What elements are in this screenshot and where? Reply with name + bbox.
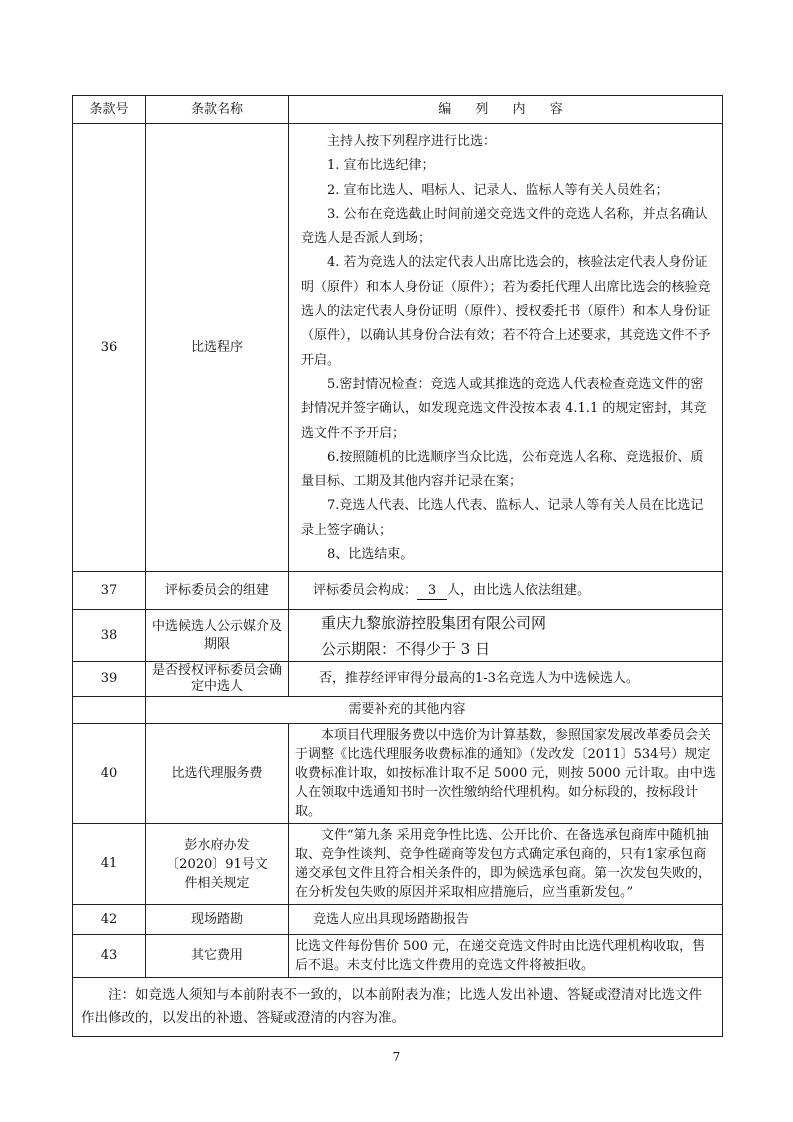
- clause-name: 中选候选人公示媒介及期限: [146, 610, 289, 662]
- table-row-supplement: [73, 697, 723, 724]
- table-row-38: [73, 610, 723, 662]
- fee-text: 本项目代理服务费以中选价为计算基数，参照国家发展改革委员会关于调整《比选代理服务收费标准的通知》（发改发〔2011〕534号）规定收费标准计取，如按标准计取不足 5000 元，则按 5000 元计取。由中选人在领取中选通知书时一次性缴纳给代理机构。如分标段的，按标段计取。: [295, 728, 716, 820]
- procedure-line: 7.竞选人代表、比选人代表、监标人、记录人等有关人员在比选记录上签字确认；: [301, 498, 704, 538]
- clause-number: 39: [73, 662, 146, 697]
- procedure-line: 主持人按下列程序进行比选：: [327, 134, 497, 149]
- table-row-41: [73, 824, 723, 905]
- table-row-36: [73, 124, 723, 572]
- clause-number: 36: [73, 124, 146, 572]
- procedure-line: 3. 公布在竞选截止时间前递交竞选文件的竞选人名称，并点名确认竞选人是否派人到场；: [301, 206, 708, 247]
- clause-number: 38: [73, 610, 146, 662]
- committee-count: 3: [417, 583, 447, 600]
- clause-number: 43: [73, 935, 146, 978]
- procedure-line: 1. 宣布比选纪律；: [327, 158, 435, 174]
- clause-name: 彭水府办发〔2020〕91号文件相关规定: [146, 824, 289, 905]
- clause-content: [289, 572, 723, 610]
- publicity-media: 重庆九黎旅游控股集团有限公司网: [321, 613, 547, 632]
- committee-suffix: 人，由比选人依法组建。: [447, 582, 591, 598]
- clause-number: 40: [73, 724, 146, 824]
- table-row-39: [73, 662, 723, 697]
- page-number: 7: [392, 1050, 401, 1064]
- clause-content: 竞选人应出具现场踏勘报告: [289, 905, 723, 935]
- clause-name: 比选代理服务费: [146, 724, 289, 824]
- clause-name: 评标委员会的组建: [146, 572, 289, 610]
- clause-name: 是否授权评标委员会确定中选人: [146, 662, 289, 697]
- clause-content: [289, 724, 723, 824]
- procedure-line: 5.密封情况检查：竞选人或其推选的竞选人代表检查竞选文件的密封情况并签字确认，如发现竞选文件没按本表 4.1.1 的规定密封，其竞选文件不予开启；: [301, 376, 707, 441]
- supplement-heading: 需要补充的其他内容: [146, 697, 723, 724]
- clause-name: 比选程序: [146, 124, 289, 572]
- procedure-line: 4. 若为竞选人的法定代表人出席比选会的，核验法定代表人身份证明（原件）和本人身份证（原件）；若为委托代理人出席比选会的核验竞选人的法定代表人身份证明（原件）、授权委托书（原件）和本人身份证（原件），以确认其身份合法有效；若不符合上述要求，其竞选文件不予开启。: [301, 255, 711, 368]
- regulation-text: 文件“第九条 采用竞争性比选、公开比价、在备选承包商库中随机抽取、竞争性谈判、竞争性磋商等发包方式确定承包商的，只有1家承包商递交承包文件且符合相关条件的，即为候选承包商。第一次发包失败的，在分析发包失败的原因并采取相应措施后，应当重新发包。”: [295, 828, 712, 901]
- header-clause-name: 条款名称: [146, 96, 289, 124]
- clause-number: 37: [73, 572, 146, 610]
- clause-content: 否，推荐经评审得分最高的1-3名竞选人为中选候选人。: [289, 662, 723, 697]
- committee-prefix: 评标委员会构成：: [313, 582, 418, 598]
- clause-content: [289, 124, 723, 572]
- table-row-note: [73, 978, 723, 1037]
- clause-name: 其它费用: [146, 935, 289, 978]
- note-text: 注：如竞选人须知与本前附表不一致的，以本前附表为准；比选人发出补遗、答疑或澄清对比选文件作出修改的，以发出的补遗、答疑或澄清的内容为准。: [81, 987, 702, 1027]
- clause-number: 41: [73, 824, 146, 905]
- header-content: 编 列 内 容: [289, 96, 723, 124]
- clause-content: [289, 824, 723, 905]
- table-row-43: [73, 935, 723, 978]
- procedure-line: 6.按照随机的比选顺序当众比选，公布竞选人名称、竞选报价、质量目标、工期及其他内容并记录在案；: [301, 449, 704, 490]
- table-row-37: [73, 572, 723, 610]
- header-clause-number: 条款号: [73, 96, 146, 124]
- other-fee-text: 比选文件每份售价 500 元，在递交竞选文件时由比选代理机构收取，售后不退。未支付比选文件费用的竞选文件将被拒收。: [295, 939, 706, 974]
- procedure-line: 2. 宣布比选人、唱标人、记录人、监标人等有关人员姓名；: [327, 182, 669, 198]
- clause-number: 42: [73, 905, 146, 935]
- publicity-period: 公示期限：不得少于 3 日: [321, 639, 491, 658]
- clause-name: 现场踏勘: [146, 905, 289, 935]
- clause-content: [289, 935, 723, 978]
- clause-content: [289, 610, 723, 662]
- note-cell: [73, 978, 723, 1037]
- table-row-40: [73, 724, 723, 824]
- empty-cell: [73, 697, 146, 724]
- procedure-line: 8、比选结束。: [327, 547, 414, 563]
- table-row-42: [73, 905, 723, 935]
- table-header-row: [73, 96, 723, 124]
- clause-table: [72, 95, 723, 1037]
